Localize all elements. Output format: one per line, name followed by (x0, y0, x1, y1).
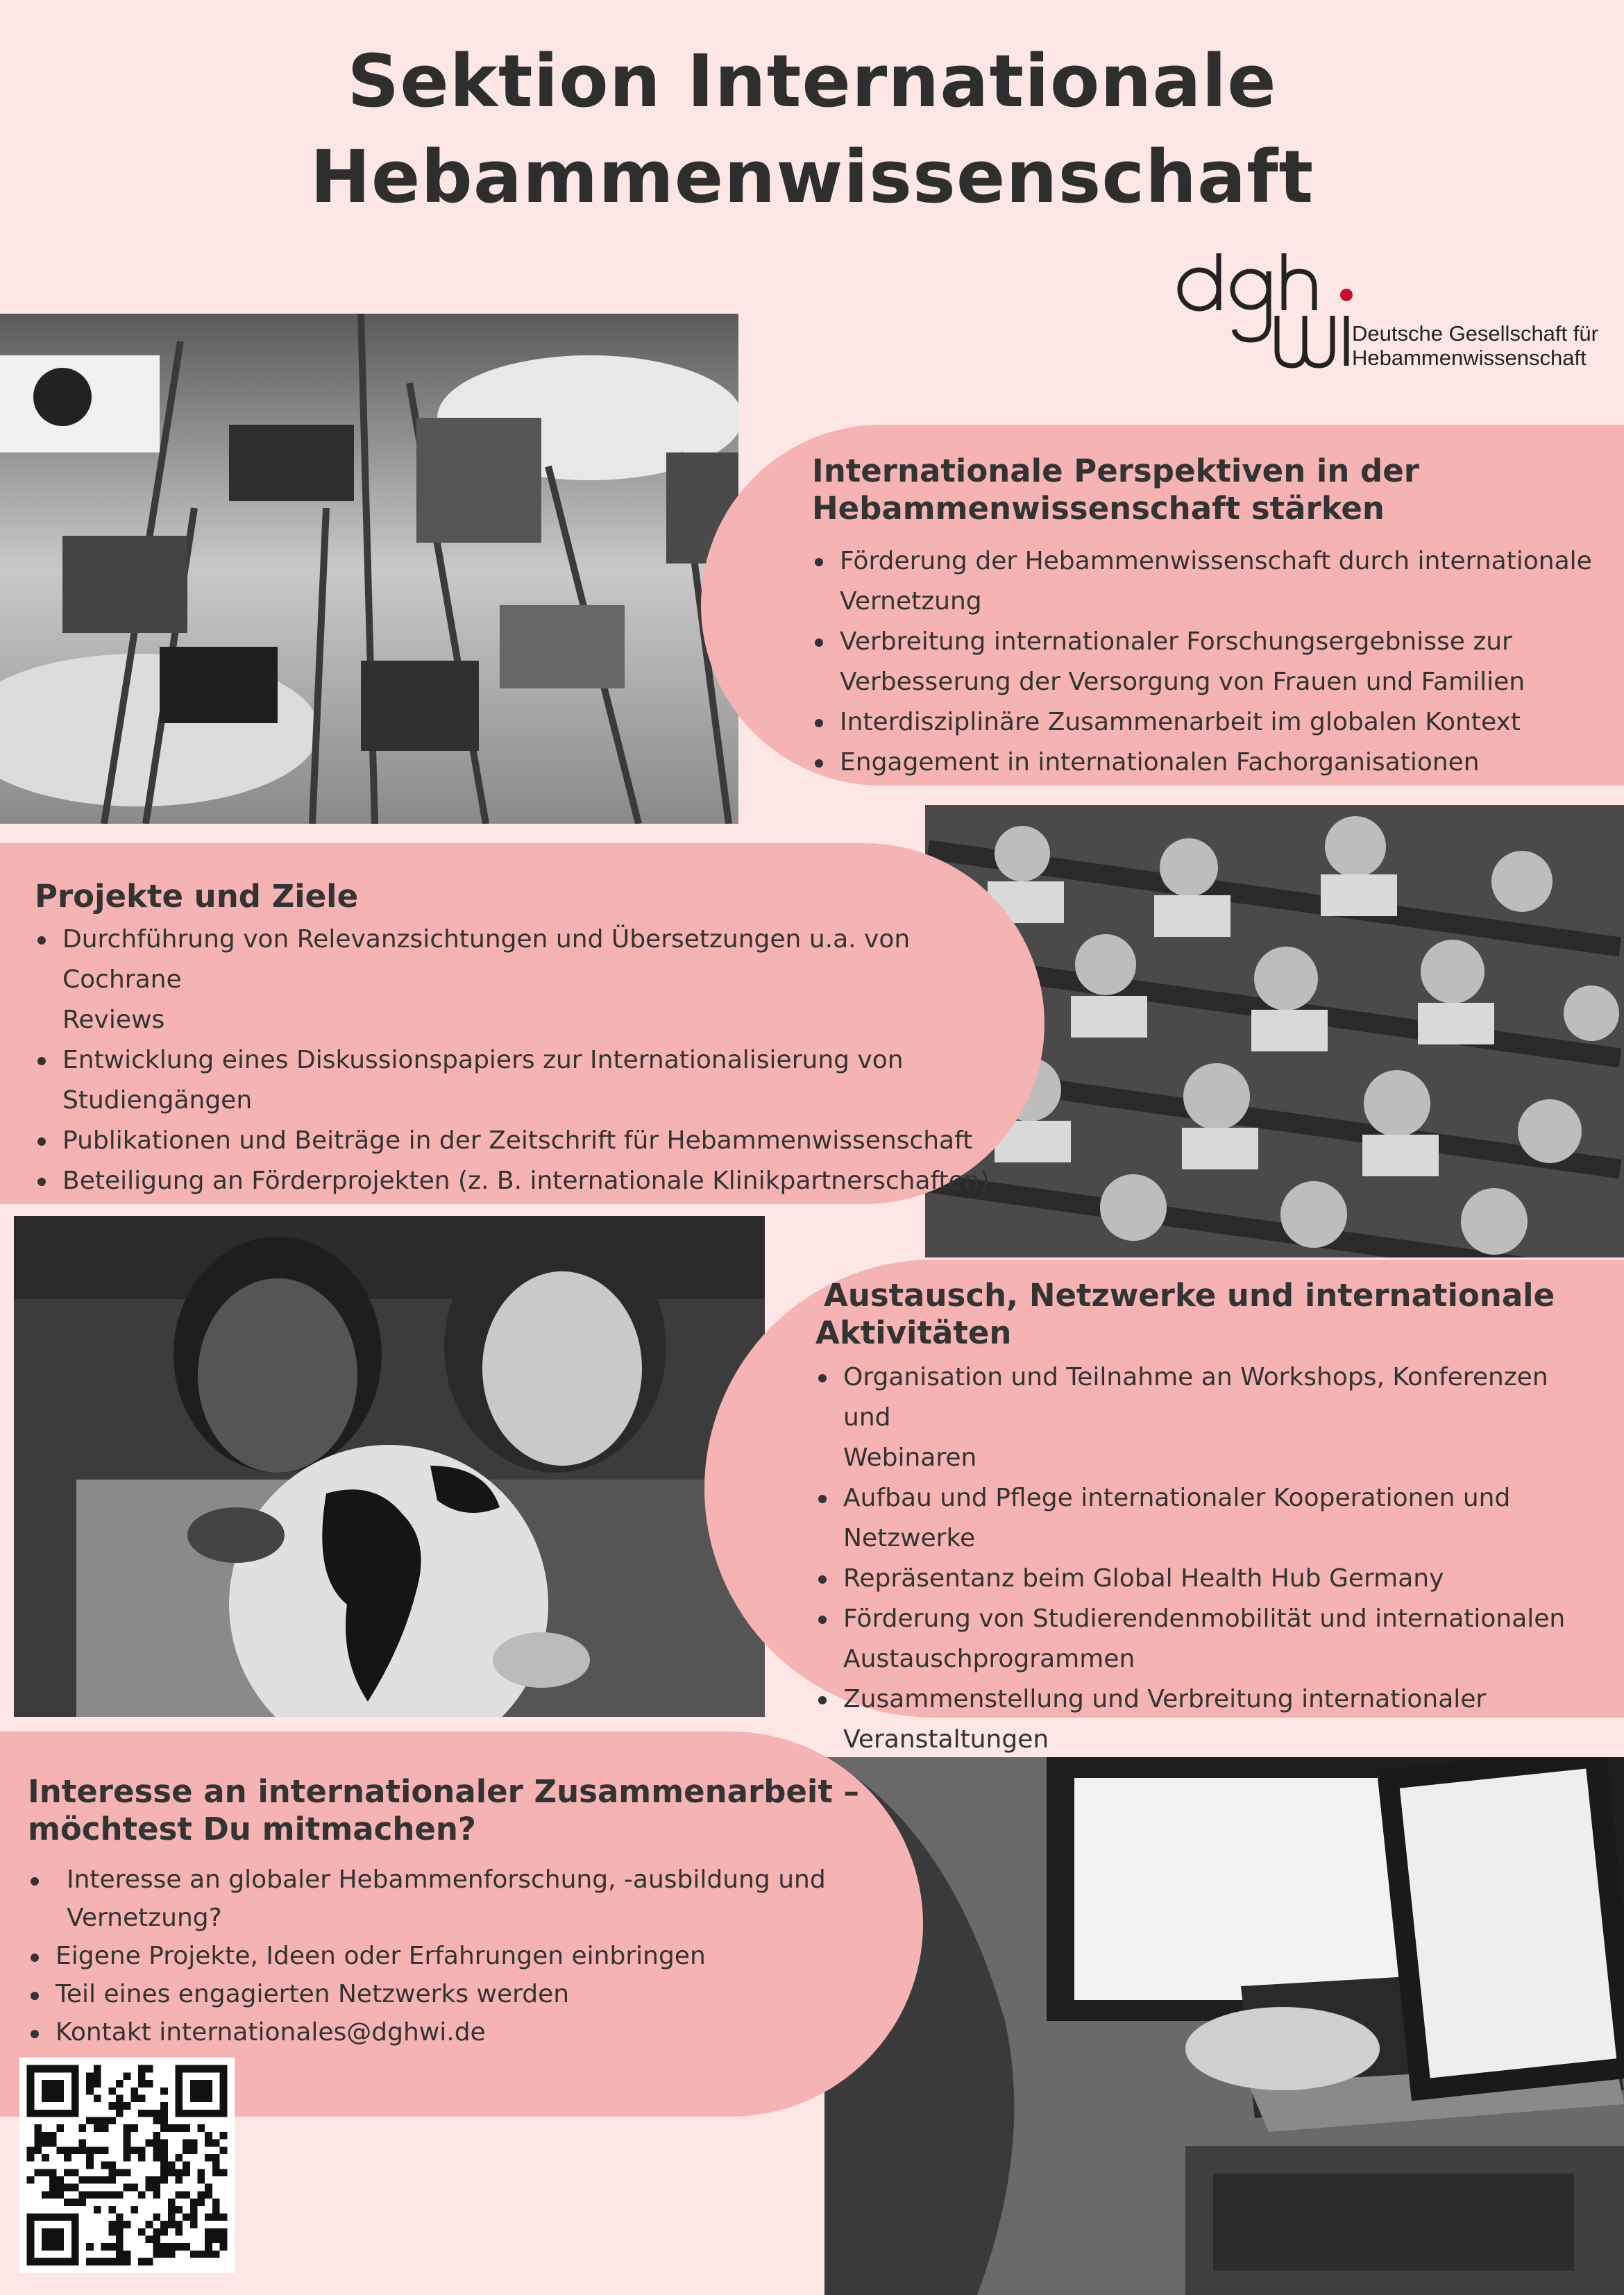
list-item: Interdisziplinäre Zusammenarbeit im globalen Kontext (812, 702, 1596, 743)
section-title (28, 1773, 895, 1848)
women-with-globe-photo (14, 1216, 765, 1717)
logo-text (1352, 321, 1598, 370)
bullet-list (815, 1357, 1596, 1760)
list-item: Förderung der Hebammenwissenschaft durch internationale Vernetzung (812, 541, 1596, 622)
section-title (812, 452, 1596, 527)
laptop-typing-photo (824, 1757, 1624, 2295)
dghwi-logo (1173, 246, 1603, 375)
list-item: Förderung von Studierendenmobilität und internationalen Austauschprogrammen (815, 1599, 1596, 1679)
logo-line-1: Deutsche Gesellschaft für (1352, 321, 1598, 346)
list-item: Aufbau und Pflege internationaler Kooperationen und Netzwerke (815, 1478, 1596, 1559)
list-item[interactable] (28, 2013, 895, 2051)
section-title-line: Austausch, Netzwerke und internationale (824, 1277, 1555, 1314)
title-line-2: Hebammenwissenschaft (310, 135, 1314, 219)
list-item: Interesse an globaler Hebammenforschung, -ausbildung und Vernetzung? (28, 1861, 895, 1937)
list-item: Zusammenstellung und Verbreitung internationaler Veranstaltungen (815, 1679, 1596, 1760)
section-title-line: Aktivitäten (815, 1314, 1012, 1351)
list-item: Entwicklung eines Diskussionspapiers zur Internationalisierung von Studiengängen (35, 1040, 1017, 1121)
list-item: Engagement in internationalen Fachorganisationen (812, 743, 1596, 783)
bullet-list (35, 920, 1017, 1201)
title-line-1: Sektion Internationale (347, 39, 1277, 124)
section-title-line: möchtest Du mitmachen? (28, 1811, 477, 1847)
contact-email[interactable]: Kontakt internationales@dghwi.de (56, 2018, 486, 2047)
list-item: Publikationen und Beiträge in der Zeitschrift für Hebammenwissenschaft (35, 1121, 1017, 1161)
section-exchange-networks (704, 1260, 1624, 1754)
section-title (815, 1277, 1596, 1352)
qr-code[interactable] (19, 2058, 235, 2273)
section-title-line: Projekte und Ziele (35, 878, 359, 915)
section-title-line: Internationale Perspektiven in der (812, 452, 1419, 489)
list-item: Repräsentanz beim Global Health Hub Germany (815, 1559, 1596, 1599)
list-item: Eigene Projekte, Ideen oder Erfahrungen einbringen (28, 1937, 895, 1975)
bullet-list (812, 541, 1596, 783)
list-item: Organisation und Teilnahme an Workshops, Konferenzen und Webinaren (815, 1357, 1596, 1478)
page-title (0, 33, 1624, 225)
dghwi-logo-mark (1173, 246, 1353, 375)
flags-photo (0, 314, 738, 824)
section-title-line: Interesse an internationaler Zusammenarbeit – (28, 1773, 860, 1810)
list-item: Beteiligung an Förderprojekten (z. B. internationale Klinikpartnerschaften) (35, 1161, 1017, 1201)
section-title (35, 878, 1017, 915)
section-international-perspectives (701, 425, 1624, 786)
list-item: Verbreitung internationaler Forschungsergebnisse zur Verbesserung der Versorgung von Frauen und Familien (812, 622, 1596, 702)
section-projects-and-goals (0, 843, 1044, 1204)
bullet-list (28, 1861, 895, 2051)
list-item: Teil eines engagierten Netzwerks werden (28, 1975, 895, 2013)
list-item: Durchführung von Relevanzsichtungen und Übersetzungen u.a. von Cochrane Reviews (35, 920, 1017, 1040)
logo-line-2: Hebammenwissenschaft (1352, 346, 1587, 370)
section-title-line: Hebammenwissenschaft stärken (812, 490, 1385, 527)
